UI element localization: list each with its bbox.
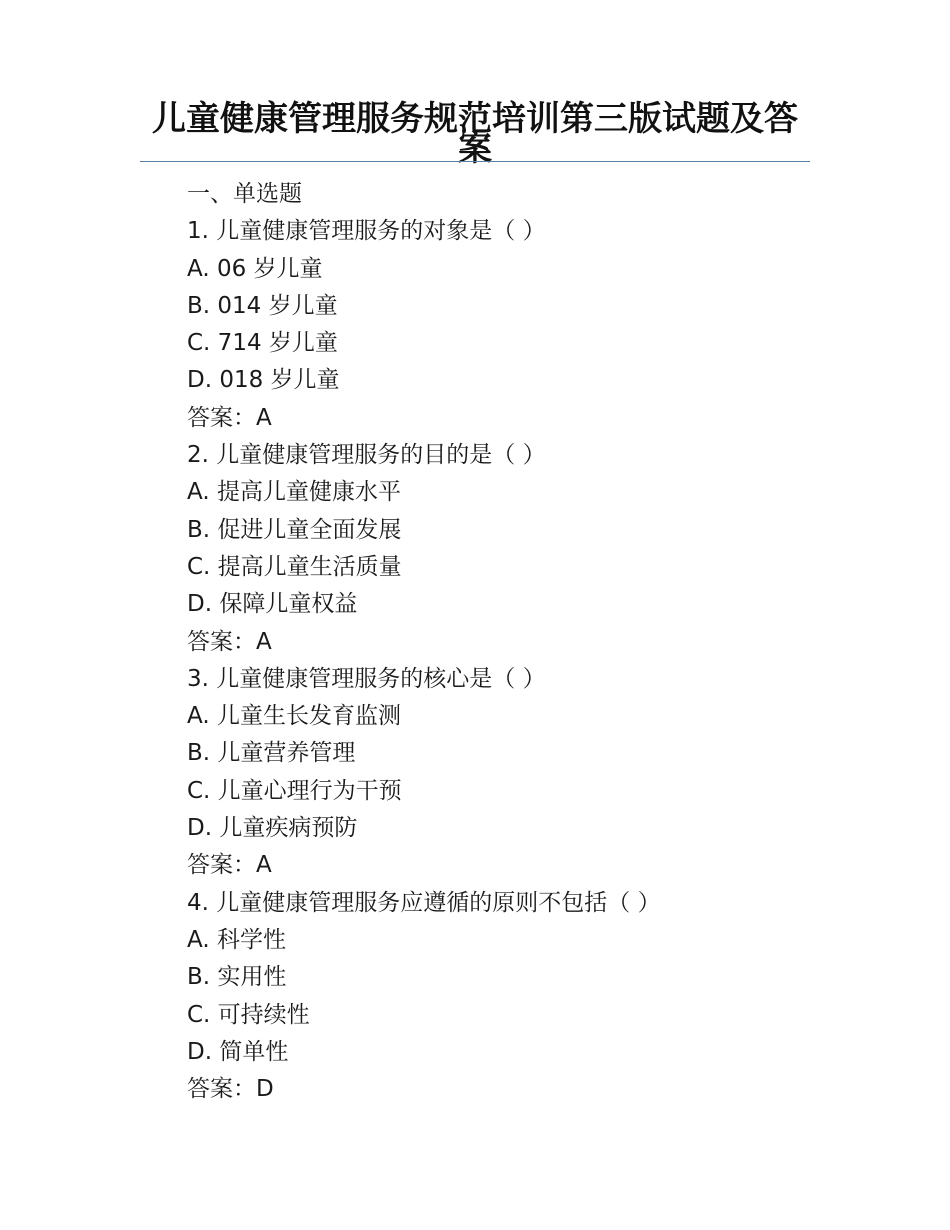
question-list <box>187 176 807 1108</box>
option-a: A. 06 岁儿童 <box>187 255 323 282</box>
option-d: D. 儿童疾病预防 <box>187 815 358 842</box>
option-c: C. 可持续性 <box>187 1001 310 1028</box>
option-b: B. 促进儿童全面发展 <box>187 516 402 543</box>
option-a: A. 科学性 <box>187 926 286 953</box>
section-heading: 一、单选题 <box>187 181 302 207</box>
option-a: A. 提高儿童健康水平 <box>187 479 401 506</box>
option-b: B. 014 岁儿童 <box>187 292 338 319</box>
answer-line: 答案：A <box>187 404 272 431</box>
answer-line: 答案：A <box>187 852 272 879</box>
question-stem: 2. 儿童健康管理服务的目的是（ ） <box>187 442 546 469</box>
option-c: C. 儿童心理行为干预 <box>187 777 402 804</box>
document-title: 儿童健康管理服务规范培训第三版试题及答案 <box>152 99 798 169</box>
answer-line: 答案：A <box>187 628 272 655</box>
option-d: D. 保障儿童权益 <box>187 591 358 618</box>
option-c: C. 提高儿童生活质量 <box>187 553 402 580</box>
title-underline <box>140 161 810 162</box>
option-b: B. 实用性 <box>187 964 287 991</box>
option-b: B. 儿童营养管理 <box>187 740 356 767</box>
question-stem: 3. 儿童健康管理服务的核心是（ ） <box>187 665 546 692</box>
option-a: A. 儿童生长发育监测 <box>187 703 401 730</box>
option-d: D. 018 岁儿童 <box>187 367 340 394</box>
question-stem: 1. 儿童健康管理服务的对象是（ ） <box>187 218 546 245</box>
answer-line: 答案：D <box>187 1076 274 1103</box>
option-c: C. 714 岁儿童 <box>187 330 338 357</box>
question-stem: 4. 儿童健康管理服务应遵循的原则不包括（ ） <box>187 889 661 916</box>
option-d: D. 简单性 <box>187 1038 289 1065</box>
